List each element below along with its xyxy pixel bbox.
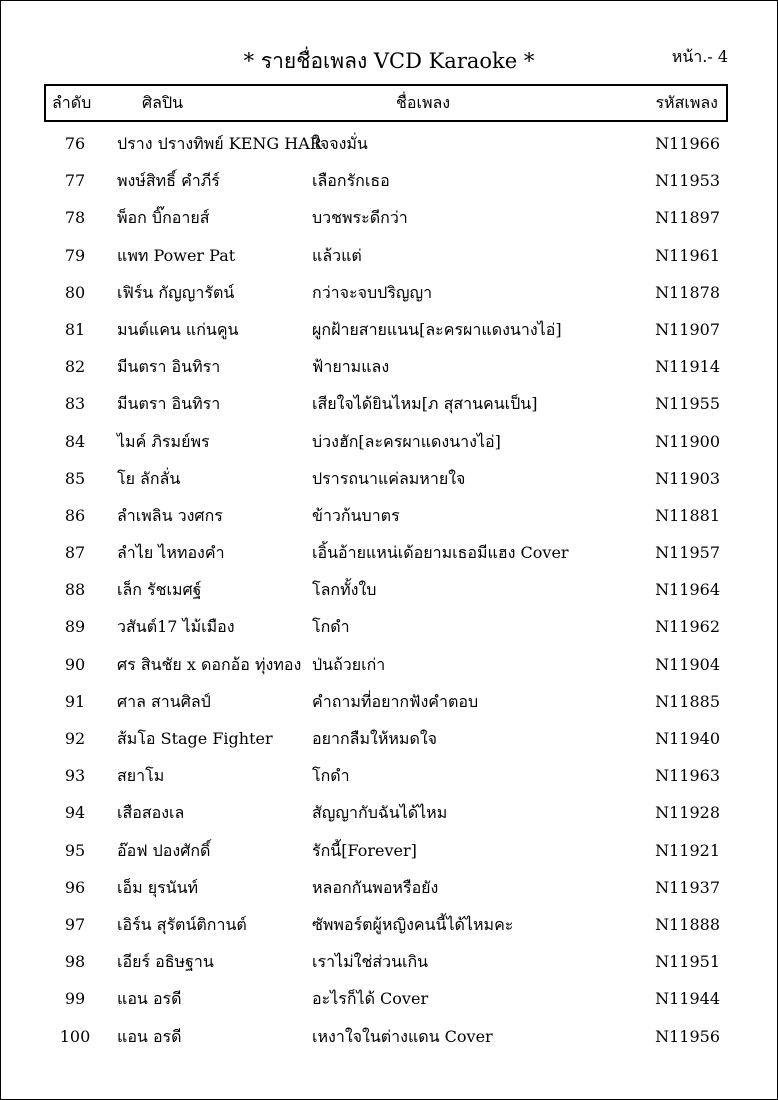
column-header-no: ลำดับ — [52, 93, 92, 112]
artist-name: โย ลักลั่น — [117, 468, 181, 488]
table-row — [0, 385, 778, 422]
song-code: N11966 — [655, 134, 720, 153]
song-title: โกดำ — [312, 766, 350, 786]
row-number: 81 — [64, 319, 86, 339]
song-code: N11928 — [655, 803, 720, 823]
song-title: บวชพระดีกว่า — [312, 208, 408, 228]
song-code: N11964 — [655, 580, 720, 600]
song-title: ป่นถ้วยเก่า — [312, 654, 386, 674]
row-number: 94 — [64, 803, 86, 823]
row-number: 100 — [59, 1026, 91, 1046]
row-number: 89 — [64, 617, 86, 637]
song-title: หลอกกันพอหรือยัง — [312, 877, 439, 897]
artist-name: อ๊อฟ ปองศักดิ์ — [117, 840, 211, 860]
table-row — [0, 348, 778, 385]
song-code: N11914 — [655, 357, 720, 377]
row-number: 76 — [64, 134, 86, 153]
artist-name: พ็อก บิ๊กอายส์ — [117, 208, 210, 228]
song-title: คำถามที่อยากฟังคำตอบ — [312, 691, 479, 711]
song-code: N11921 — [655, 840, 720, 860]
song-title: ซัพพอร์ตผู้หญิงคนนี้ได้ไหมคะ — [312, 914, 514, 934]
song-title: โกดำ — [312, 617, 350, 637]
song-title: เราไม่ใช่ส่วนเกิน — [312, 952, 429, 972]
table-row — [0, 720, 778, 757]
table-row — [0, 497, 778, 534]
artist-name: ส้มโอ Stage Fighter — [117, 729, 273, 748]
artist-name: เอิร์น สุรัตน์ติกานต์ — [117, 914, 247, 934]
song-code: N11955 — [655, 394, 720, 414]
artist-name: มีนตรา อินทิรา — [117, 394, 221, 414]
artist-name: ปราง ปรางทิพย์ KENG HAR — [117, 134, 322, 153]
row-number: 93 — [64, 766, 86, 786]
artist-name: เฟิร์น กัญญารัตน์ — [117, 282, 235, 302]
artist-name: ศร สินชัย x ดอกอ้อ ทุ่งทอง — [117, 654, 302, 674]
artist-name: ไมค์ ภิรมย์พร — [117, 431, 210, 451]
row-number: 88 — [64, 580, 86, 600]
song-code: N11888 — [655, 914, 720, 934]
song-title: ใจจงมั่น — [312, 134, 368, 153]
table-row — [0, 646, 778, 683]
song-list — [0, 125, 778, 1055]
column-header-code: รหัสเพลง — [655, 93, 718, 112]
row-number: 85 — [64, 468, 86, 488]
song-code: N11897 — [655, 208, 720, 228]
song-title: ฟ้ายามแลง — [312, 357, 390, 377]
table-row — [0, 311, 778, 348]
song-code: N11900 — [655, 431, 720, 451]
row-number: 84 — [64, 431, 86, 451]
song-code: N11957 — [655, 543, 720, 563]
table-row — [0, 423, 778, 460]
row-number: 82 — [64, 357, 86, 377]
artist-name: สยาโม — [117, 766, 165, 786]
row-number: 96 — [64, 877, 86, 897]
row-number: 95 — [64, 840, 86, 860]
row-number: 87 — [64, 543, 86, 563]
song-title: เลือกรักเธอ — [312, 171, 390, 191]
song-title: ผูกฝ้ายสายแนน[ละครผาแดงนางไอ่] — [312, 319, 562, 339]
song-code: N11937 — [655, 877, 720, 897]
column-header-artist: ศิลปิน — [142, 93, 184, 112]
song-title: ปรารถนาแค่ลมหายใจ — [312, 468, 466, 488]
column-header-song: ชื่อเพลง — [396, 93, 451, 112]
row-number: 91 — [64, 691, 86, 711]
table-row — [0, 869, 778, 906]
song-title: กว่าจะจบปริญญา — [312, 282, 433, 302]
table-row — [0, 757, 778, 794]
row-number: 99 — [64, 989, 86, 1009]
song-code: N11907 — [655, 319, 720, 339]
row-number: 77 — [64, 171, 86, 191]
table-row — [0, 571, 778, 608]
row-number: 92 — [64, 729, 86, 748]
song-title: บ่วงฮัก[ละครผาแดงนางไอ่] — [312, 431, 501, 451]
row-number: 98 — [64, 952, 86, 972]
song-title: สัญญากับฉันได้ไหม — [312, 803, 448, 823]
artist-name: เอียร์ อธิษฐาน — [117, 952, 214, 972]
table-row — [0, 460, 778, 497]
song-title: เอิ้นอ้ายแหน่เด้อยามเธอมีแฮง Cover — [312, 543, 569, 563]
table-row — [0, 794, 778, 831]
row-number: 79 — [64, 245, 86, 265]
artist-name: ศาล สานศิลป์ — [117, 691, 211, 711]
row-number: 83 — [64, 394, 86, 414]
artist-name: มีนตรา อินทิรา — [117, 357, 221, 377]
table-row — [0, 125, 778, 162]
song-code: N11881 — [655, 505, 720, 525]
table-row — [0, 534, 778, 571]
table-row — [0, 237, 778, 274]
artist-name: แพท Power Pat — [117, 245, 236, 265]
table-row — [0, 980, 778, 1017]
artist-name: วสันต์17 ไม้เมือง — [117, 617, 235, 637]
row-number: 86 — [64, 505, 86, 525]
artist-name: มนต์แคน แก่นคูน — [117, 319, 239, 339]
table-row — [0, 1018, 778, 1055]
page-title: * รายชื่อเพลง VCD Karaoke * — [243, 49, 535, 73]
song-code: N11962 — [655, 617, 720, 637]
table-row — [0, 832, 778, 869]
table-row — [0, 162, 778, 199]
page-number: หน้า.- 4 — [671, 47, 728, 66]
song-title: เสียใจได้ยินไหม[ภ สุสานคนเป็น] — [312, 394, 538, 414]
artist-name: ลำไย ไหทองคำ — [117, 543, 225, 563]
song-title: อยากลืมให้หมดใจ — [312, 729, 438, 748]
song-title: โลกทั้งใบ — [312, 580, 377, 600]
song-code: N11961 — [655, 245, 720, 265]
table-row — [0, 608, 778, 645]
artist-name: เล็ก รัชเมศฐ์ — [117, 580, 202, 600]
artist-name: เอ็ม ยุรนันท์ — [117, 877, 199, 897]
table-row — [0, 906, 778, 943]
row-number: 78 — [64, 208, 86, 228]
song-title: รักนี้[Forever] — [312, 840, 417, 860]
song-code: N11903 — [655, 468, 720, 488]
song-title: อะไรก็ได้ Cover — [312, 989, 429, 1009]
song-code: N11956 — [655, 1026, 720, 1046]
column-header-row — [44, 84, 728, 122]
song-title: เหงาใจในต่างแดน Cover — [312, 1026, 493, 1046]
song-title: ข้าวก้นบาตร — [312, 505, 400, 525]
artist-name: แอน อรดี — [117, 989, 182, 1009]
table-row — [0, 943, 778, 980]
row-number: 97 — [64, 914, 86, 934]
song-code: N11940 — [655, 729, 720, 748]
song-code: N11904 — [655, 654, 720, 674]
song-code: N11953 — [655, 171, 720, 191]
artist-name: ลำเพลิน วงศกร — [117, 505, 223, 525]
song-code: N11944 — [655, 989, 720, 1009]
song-title: แล้วแต่ — [312, 245, 362, 265]
table-row — [0, 683, 778, 720]
table-row — [0, 274, 778, 311]
artist-name: แอน อรดี — [117, 1026, 182, 1046]
row-number: 80 — [64, 282, 86, 302]
song-code: N11951 — [655, 952, 720, 972]
artist-name: พงษ์สิทธิ์ คำภีร์ — [117, 171, 220, 191]
song-code: N11878 — [655, 282, 720, 302]
song-code: N11885 — [655, 691, 720, 711]
row-number: 90 — [64, 654, 86, 674]
artist-name: เสือสองเล — [117, 803, 185, 823]
song-code: N11963 — [655, 766, 720, 786]
table-row — [0, 199, 778, 236]
